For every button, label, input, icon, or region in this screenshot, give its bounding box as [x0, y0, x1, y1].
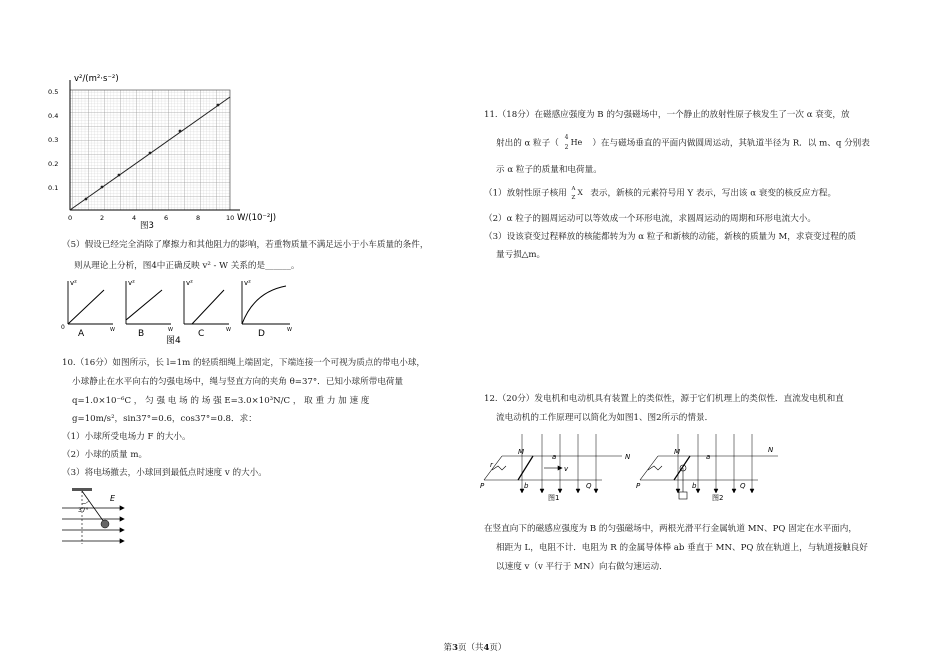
figure-4-caption: 图4 [166, 336, 181, 346]
q10-sub2: （2）小球的质量 m。 [62, 450, 148, 460]
svg-text:a: a [552, 453, 557, 461]
figure-1-caption: 图1 [548, 494, 560, 502]
x-nucleus-symbol: A Z X [571, 186, 583, 201]
graph-y-label: v²/(m²·s⁻²) [74, 74, 119, 84]
svg-text:b: b [692, 482, 697, 490]
option-d-label: D [258, 329, 265, 339]
v2-w-graph-svg [40, 70, 290, 230]
field-lines [62, 506, 124, 543]
graph-x-tick: 0 [68, 214, 73, 222]
q10-line4: g=10m/s²，sin37°=0.6，cos37°=0.8．求： [72, 414, 257, 424]
svg-text:a: a [706, 453, 711, 461]
q11-line2a: 射出的 α 粒子（ [496, 138, 559, 149]
q12-para1: 在竖直向下的磁感应强度为 B 的匀强磁场中，两根光滑平行金属轨道 MN、PQ 固定在水平面内， [484, 524, 857, 534]
graph-point [149, 152, 152, 155]
q12-figures [480, 432, 780, 504]
page-number: 3 [452, 643, 458, 653]
q12-para2: 相距为 L，电阻不计．电阻为 R 的金属导体棒 ab 垂直于 MN、PQ 放在轨道上，与轨道接触良好 [496, 543, 868, 553]
graph-point [217, 104, 220, 107]
graph-point [179, 130, 182, 133]
graph-y-tick: 0.1 [48, 184, 59, 192]
graph-point [101, 186, 104, 189]
graph-x-tick: 6 [164, 214, 169, 222]
figure-2-caption: 图2 [712, 494, 724, 502]
graph-point [118, 174, 121, 177]
option-b-graph [126, 279, 173, 339]
q5-line2: 则从理论上分析，图4中正确反映 v² - W 关系的是______。 [74, 261, 300, 271]
svg-text:v: v [564, 465, 569, 473]
graph-caption: 图3 [140, 221, 154, 230]
svg-text:v²: v² [70, 279, 77, 287]
q12-line1: 12.（20分）发电机和电动机具有装置上的类似性，源于它们机理上的类似性．直流发电机和直 [484, 394, 844, 404]
q10-figure [60, 486, 140, 546]
svg-text:N: N [625, 453, 631, 461]
svg-text:0: 0 [61, 324, 65, 331]
q11-sub1: （1）放射性原子核用 A Z X 表示，新核的元素符号用 Y 表示，写出该 α 衰变的核反应方程。 [484, 186, 837, 201]
option-b-label: B [138, 329, 145, 339]
q11-line1: 11.（18分）在磁感应强度为 B 的匀强磁场中，一个静止的放射性原子核发生了一次 α 衰变，放 [484, 110, 850, 120]
graph-x-tick: 4 [132, 214, 137, 222]
q12-line2: 流电动机的工作原理可以简化为如图1、图2所示的情景． [496, 413, 714, 423]
graph-point [85, 198, 88, 201]
angle-arc [82, 501, 89, 504]
svg-text:P: P [636, 482, 641, 490]
svg-text:W: W [110, 327, 115, 333]
field-label-e: E [110, 494, 116, 503]
q10-sub3: （3）将电场撤去，小球回到最低点时速度 v 的大小。 [62, 468, 267, 478]
q11-sub2: （2）α 粒子的圆周运动可以等效成一个环形电流，求圆周运动的周期和环形电流大小。 [484, 214, 816, 224]
page-footer: 第3页（共4页） [443, 643, 507, 653]
svg-text:M: M [518, 448, 525, 456]
svg-text:W: W [226, 327, 231, 333]
q5-options-svg [58, 276, 308, 346]
q5-option-graphs [58, 276, 308, 346]
option-d-graph [242, 279, 292, 339]
graph-x-tick: 10 [226, 214, 235, 222]
svg-text:b: b [524, 482, 529, 490]
q11-line3: 示 α 粒子的质量和电荷量。 [496, 165, 602, 175]
q11-sub3b: 量亏损△m。 [496, 250, 546, 260]
graph-y-tick: 0.3 [48, 136, 59, 144]
svg-text:Q: Q [740, 482, 746, 490]
svg-text:r: r [490, 461, 493, 469]
svg-text:v²: v² [128, 279, 135, 287]
graph-x-label: W/(10⁻²J) [237, 213, 277, 223]
graph-x-tick: 2 [100, 214, 105, 222]
option-c-label: C [198, 329, 205, 339]
graph-y-tick: 0.2 [48, 160, 59, 168]
ceiling [72, 488, 92, 491]
svg-text:v²: v² [244, 279, 251, 287]
figure-1-generator [484, 434, 622, 493]
svg-text:W: W [287, 327, 292, 333]
q12-figures-svg [480, 432, 780, 504]
q10-sub1: （1）小球所受电场力 F 的大小。 [62, 432, 191, 442]
q10-line3: q=1.0×10⁻⁶C ， 匀 强 电 场 的 场 强 E=3.0×10³N/C ， 取 重 力 加 速 度 [72, 396, 370, 406]
svg-text:P: P [480, 482, 485, 490]
q10-line2: 小球静止在水平向右的匀强电场中，绳与竖直方向的夹角 θ=37°．已知小球所带电荷量 [72, 377, 404, 387]
graph-x-tick: 8 [196, 214, 201, 222]
graph-y-tick: 0.4 [48, 112, 59, 120]
figure-2-motor [640, 434, 778, 499]
figure-2-labels [636, 446, 774, 490]
option-a-label: A [78, 329, 85, 339]
svg-text:W: W [168, 327, 173, 333]
graph-y-tick: 0.5 [48, 88, 59, 96]
svg-text:N: N [768, 446, 774, 454]
q10-line1: 10.（16分）如图所示，长 l=1m 的轻质细绳上端固定，下端连接一个可视为质点的带电小球， [62, 358, 426, 368]
q11-line2 [496, 136, 870, 151]
q5-line1: （5）假设已经完全消除了摩擦力和其他阻力的影响，若重物质量不满足远小于小车质量的条件， [62, 240, 429, 250]
q10-figure-svg [60, 486, 140, 546]
v2-w-graph [40, 70, 290, 230]
angle-label: 37° [78, 507, 89, 514]
helium-symbol: 4 2 He [564, 134, 583, 151]
q11-line2b: ）在与磁场垂直的平面内做圆周运动，其轨道半径为 R．以 m、q 分别表 [592, 138, 870, 149]
option-c-graph [184, 279, 231, 339]
graph-coarse-grid [70, 90, 230, 210]
svg-text:v²: v² [186, 279, 193, 287]
q12-para3: 以速度 v（v 平行于 MN）向右做匀速运动． [496, 562, 668, 572]
option-a-graph [61, 279, 115, 339]
page-total: 4 [483, 643, 490, 653]
q11-sub3a: （3）设该衰变过程释放的核能都转为为 α 粒子和新核的动能，新核的质量为 M，求衰变过程的质 [484, 232, 857, 242]
svg-text:Q: Q [586, 482, 592, 490]
svg-text:M: M [674, 448, 681, 456]
charged-ball [101, 520, 109, 528]
